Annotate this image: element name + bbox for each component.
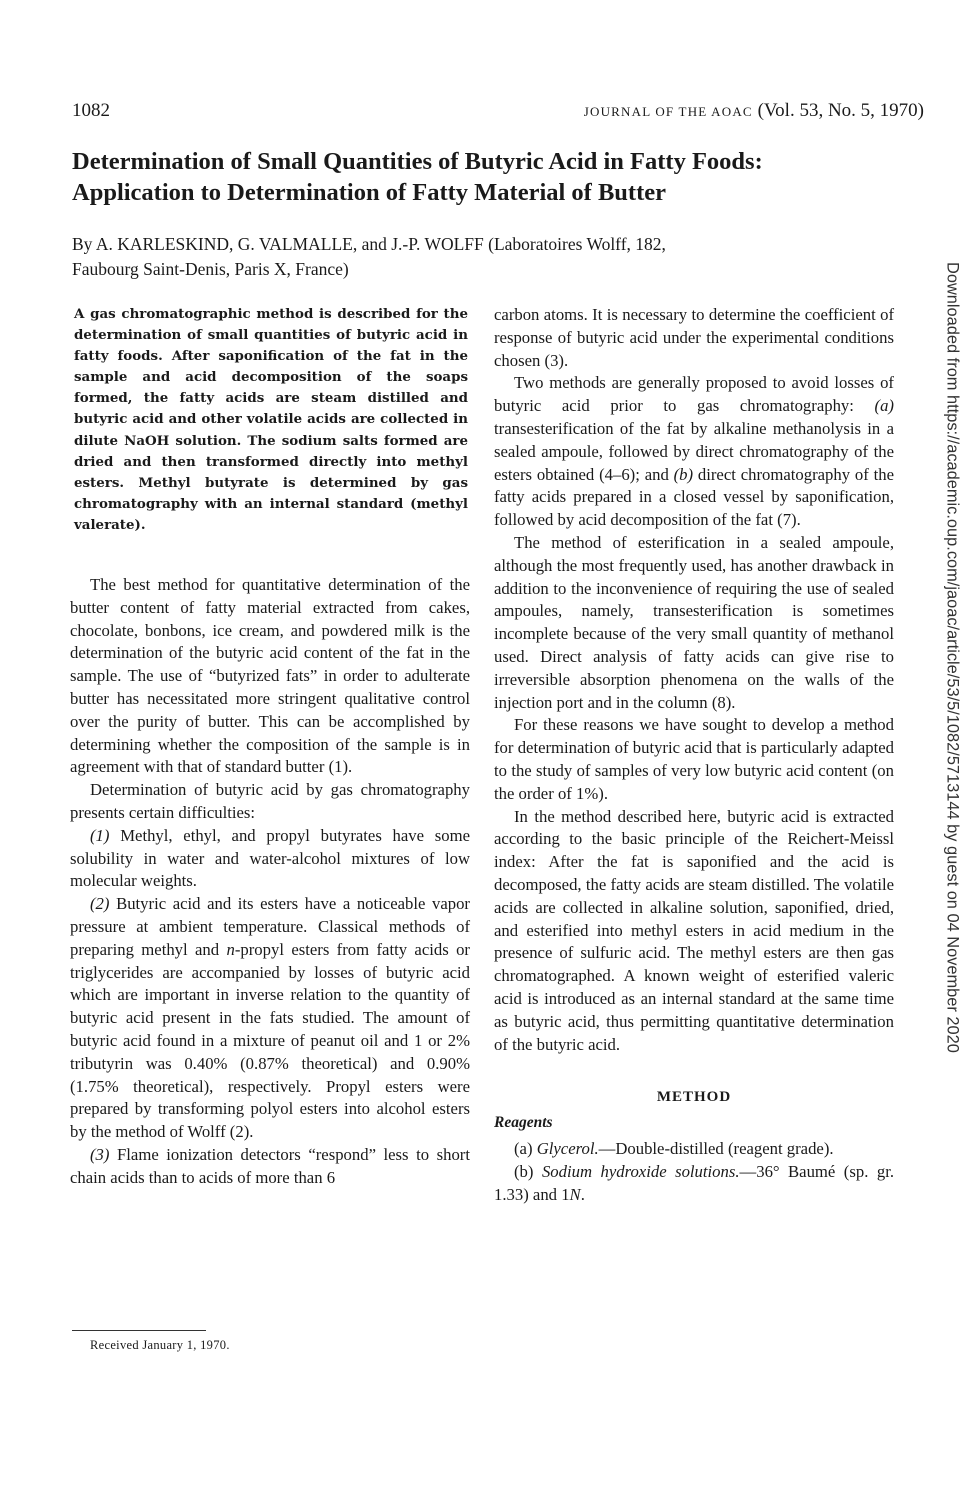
item-text: Flame ionization detectors “respond” less to short chain acids than to acids of more than 6 — [70, 1144, 470, 1187]
footnote-rule — [72, 1330, 206, 1331]
article-title — [72, 146, 932, 208]
item-number: (3) — [90, 1144, 110, 1164]
reagent-label: (a) — [514, 1139, 533, 1159]
difficulties-paragraph: Determination of butyric acid by gas chromatography presents certain difficulties: — [70, 780, 470, 822]
item-number: (1) — [90, 825, 110, 845]
reagent-b — [494, 1161, 894, 1207]
title-line-2: Application to Determination of Fatty Material of Butter — [72, 179, 666, 206]
page-number: 1082 — [72, 100, 110, 121]
difficulty-item-1 — [70, 825, 470, 893]
intro-paragraph: The best method for quantitative determination of the butter content of fatty material extracted from cakes, chocolate, bonbons, ice cream, and powdered milk is the determination of the butyric acid content of the fat in the sample. The use of “butyrized fats” in order to adulterate butter has necessitated more stringent qualitative control over the purity of butter. This can be accomplished by determining whether the composition of the sample is in agreement with that of standard butter (1). — [70, 575, 470, 777]
continued-paragraph: carbon atoms. It is necessary to determine the coefficient of response of butyric acid under the experimental conditions chosen (3). — [494, 305, 894, 370]
reagent-label: (b) — [514, 1162, 534, 1182]
item-text-continued: -propyl esters from fatty acids or triglycerides are accompanied by losses of butyric acid which are important in inverse relation to the quantity of butyric acid present in the fats studied. The amount of butyric acid found in a mixture of peanut oil and 1 or 2% tributyrin was 0.40% (0.87% theoretical) and 0.90% (1.75% theoretical), respectively. Propyl esters were prepared by transforming polyol esters into alcohol esters by the method of Wolff (2). — [70, 939, 470, 1142]
right-column — [494, 304, 894, 1207]
abstract: A gas chromatographic method is described for the determination of small quantities of butyric acid in fatty foods. After saponification of the fat in the sample and acid decomposition of the soaps formed, the fatty acids are steam distilled and butyric acid and other volatile acids are collected in dilute NaOH solution. The sodium salts formed are dried and then transformed directly into methyl esters. Methyl butyrate is determined by gas chromatography with an internal standard (methyl valerate). — [74, 306, 468, 533]
reagent-text: —Double-distilled (reagent grade). — [598, 1139, 834, 1159]
byline-line-1: By A. KARLESKIND, G. VALMALLE, and J.-P. WOLFF (Laboratoires Wolff, 182, — [72, 234, 666, 254]
italic-n: n — [226, 939, 235, 959]
download-stamp — [942, 262, 962, 1162]
item-text: Methyl, ethyl, and propyl butyrates have some solubility in water and water-alcohol mixtures of low molecular weights. — [70, 825, 471, 891]
title-line-1: Determination of Small Quantities of Butyric Acid in Fatty Foods: — [72, 148, 763, 175]
author-byline — [72, 232, 912, 282]
difficulty-item-2 — [70, 893, 470, 1144]
label-a: (a) — [874, 396, 894, 416]
reasons-paragraph: For these reasons we have sought to develop a method for determination of butyric acid that is particularly adapted to the study of samples of very low butyric acid content (on the order of 1%). — [494, 715, 894, 803]
method-description-paragraph: In the method described here, butyric acid is extracted according to the basic principle of the Reichert-Meissl index: After the fat is saponified and the acid is decomposed, the fatty acids are steam distilled. The volatile acids are collected in alkaline solution, saponified, dried, and esterified into methyl esters in acid medium in the presence of sulfuric acid. The methyl esters are then gas chromatographed. A known weight of esterified valeric acid is introduced as an internal standard at the same time as butyric acid, thus permitting quantitative determination of the butyric acid. — [494, 806, 894, 1054]
volume-issue: (Vol. 53, No. 5, 1970) — [757, 100, 924, 121]
difficulty-item-3 — [70, 1144, 470, 1190]
methods-paragraph — [494, 372, 894, 532]
text-run: direct chromatography of the fatty acids prepared in a closed vessel by saponification, followed by acid decomposition of the fat (7). — [494, 464, 894, 530]
reagent-text-end: . — [580, 1184, 585, 1204]
left-column — [70, 304, 470, 1190]
subheading-reagents: Reagents — [494, 1114, 553, 1132]
reagent-a — [494, 1138, 894, 1161]
item-text: Butyric acid and its esters have a noticeable vapor pressure at ambient temperature. Classical methods of preparing methyl and — [70, 894, 470, 959]
running-head — [584, 100, 924, 122]
text-run: transesterification of the fat by alkaline methanolysis in a sealed ampoule, followed by direct chromatography of the esters obtained (4–6); and — [494, 418, 894, 484]
esterification-paragraph: The method of esterification in a sealed ampoule, although the most frequently used, has another drawback in addition to the inconvenience of requiring the use of sealed ampoules, namely, transesterification is sometimes incomplete because of the very small quantity of methanol used. Direct analysis of fatty acids can give rise to irreversible absorption phenomena on the walls of the injection port and in the column (8). — [494, 532, 894, 712]
footnote-received: Received January 1, 1970. — [90, 1338, 230, 1352]
text-run: Two methods are generally proposed to avoid losses of butyric acid prior to gas chromatography: — [494, 373, 894, 416]
italic-n: N — [569, 1184, 581, 1204]
reagent-name: Glycerol. — [536, 1139, 599, 1159]
reagent-text: —36° Baumé (sp. gr. 1.33) and 1 — [494, 1162, 894, 1204]
download-stamp-text[interactable]: Downloaded from https://academic.oup.com/jaoac/article/53/5/1082/5713144 by guest on 04 November 2020 — [943, 262, 962, 1053]
item-number: (2) — [90, 894, 110, 914]
section-heading-method: METHOD — [656, 1089, 732, 1106]
label-b: (b) — [673, 464, 694, 484]
journal-name: JOURNAL OF THE AOAC — [583, 104, 753, 119]
byline-line-2: Faubourg Saint-Denis, Paris X, France) — [72, 259, 349, 279]
reagent-name: Sodium hydroxide solutions. — [541, 1162, 740, 1182]
